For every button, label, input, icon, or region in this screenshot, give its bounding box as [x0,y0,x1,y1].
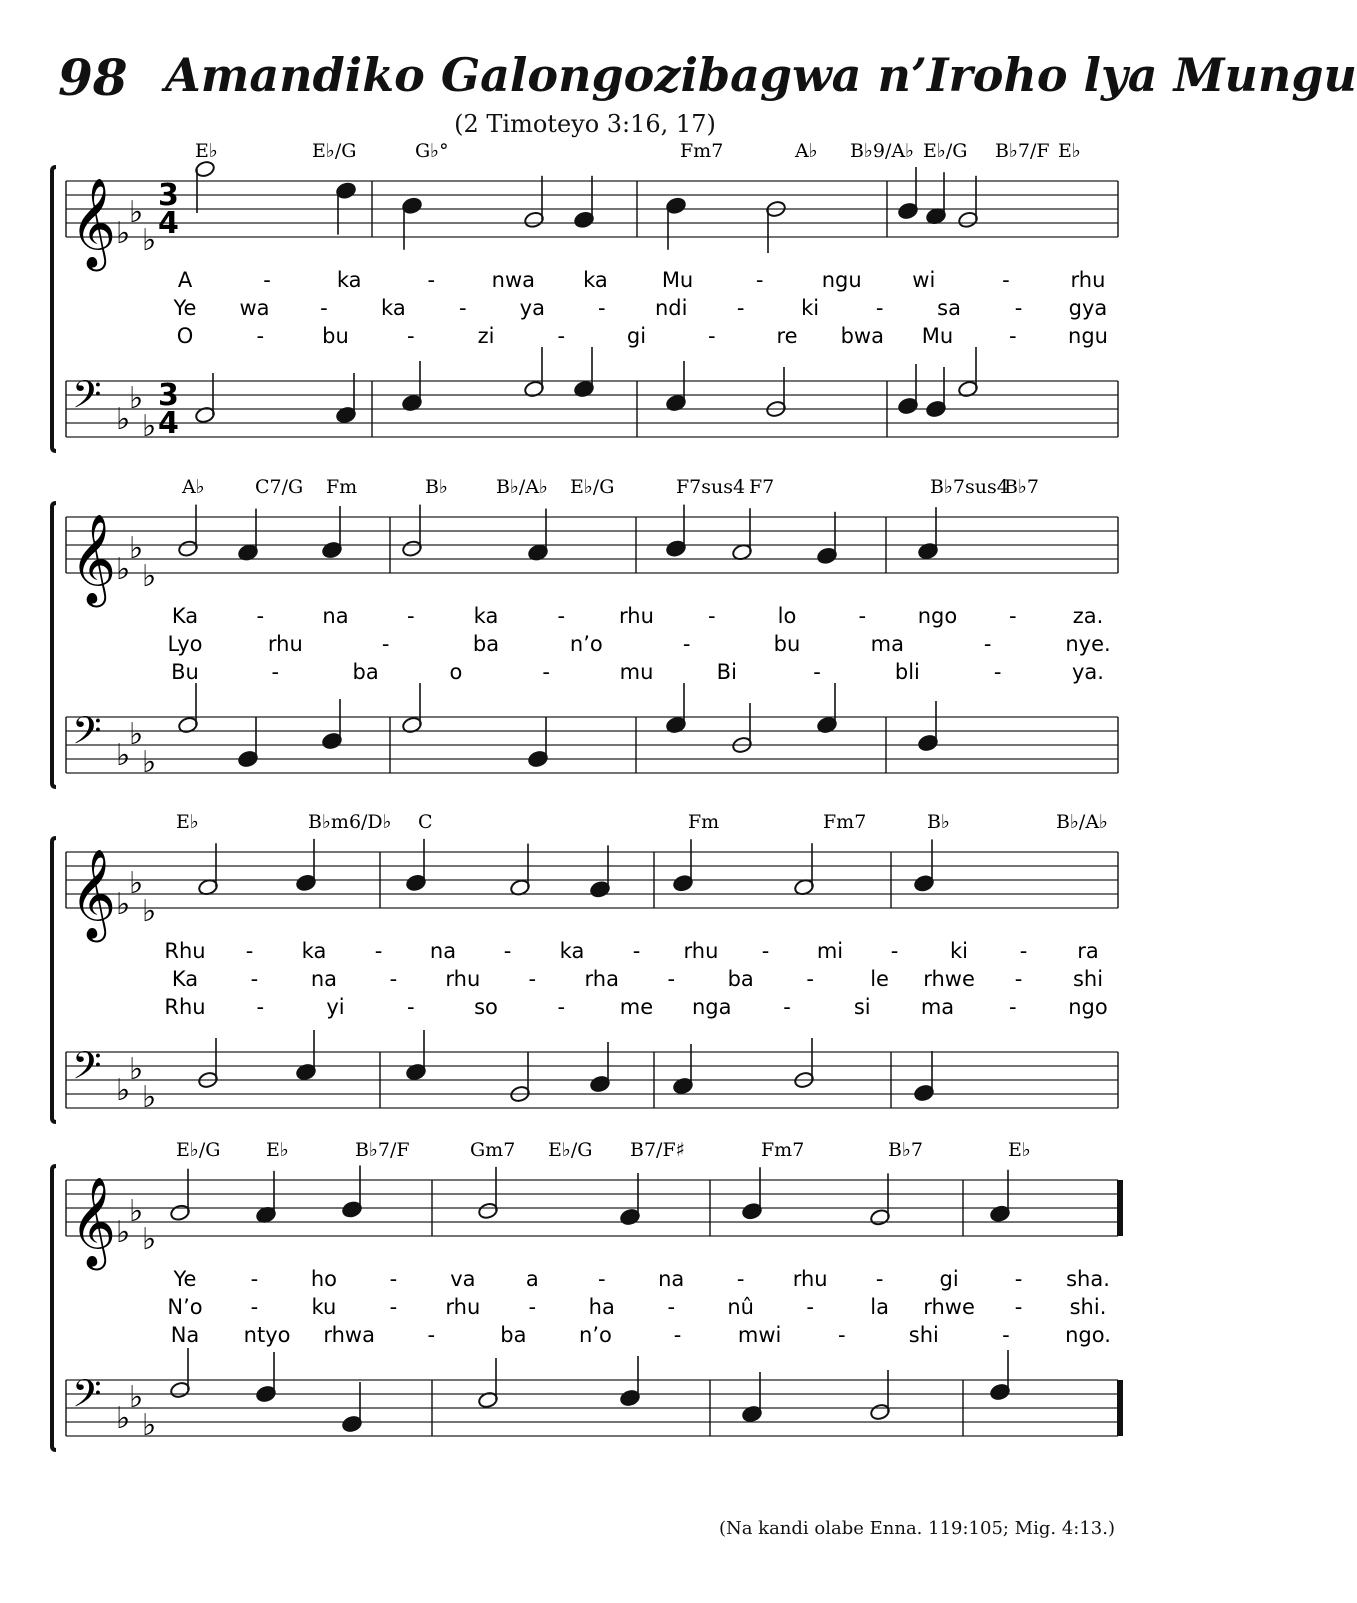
lyric-syllable: re [776,324,798,348]
time-signature-bottom: 4 [158,406,179,441]
lyric-hyphen: - [542,660,550,684]
lyric-syllable: ho [310,1267,338,1291]
lyric-syllable: shi [908,1323,939,1347]
key-flat-icon: ♭ [142,894,157,929]
lyric-syllable: wi [912,268,936,292]
lyric-hyphen: - [557,324,566,348]
lyric-syllable: mwi [737,1323,782,1347]
lyric-syllable: rhu [619,604,654,628]
lyric-syllable: ya [519,296,545,320]
lyric-syllable: N’o [167,1295,203,1319]
lyric-syllable: nû [727,1295,755,1319]
lyric-syllable: si [853,995,871,1019]
chord-symbol: E♭/G [923,140,968,162]
lyric-syllable: Bu [171,660,199,684]
key-flat-icon: ♭ [116,1401,131,1436]
chord-symbol: B♭/A♭ [1056,811,1109,833]
key-flat-icon: ♭ [116,552,131,587]
lyric-syllable: Lyo [167,632,203,656]
lyric-syllable: ka [336,268,362,292]
lyric-syllable: ya. [1072,660,1104,684]
lyric-syllable: gi [626,324,647,348]
chord-symbol: E♭ [195,140,218,162]
lyric-syllable: ngo. [1065,1323,1111,1347]
lyric-syllable: bwa [840,324,884,348]
lyric-syllable: bli [894,660,920,684]
final-barline [1117,1380,1123,1436]
lyric-hyphen: - [707,324,716,348]
bass-clef-icon: 𝄢 [72,708,102,762]
lyric-hyphen: - [320,296,328,320]
chord-symbol: B♭9/A♭ [850,140,915,162]
lyric-hyphen: - [707,604,716,628]
chord-symbol: E♭/G [312,140,357,162]
lyric-hyphen: - [245,939,254,963]
lyric-hyphen: - [875,1267,884,1291]
lyric-syllable: shi. [1069,1295,1107,1319]
lyric-syllable: zi [477,324,495,348]
lyric-syllable: rhu [792,1267,828,1291]
lyric-hyphen: - [1008,604,1017,628]
key-flat-icon: ♭ [142,559,157,594]
key-flat-icon: ♭ [116,1215,131,1250]
key-flat-icon: ♭ [142,409,157,444]
chord-symbol: Fm7 [680,140,724,162]
lyric-hyphen: - [597,1267,606,1291]
chord-symbol: F7 [749,476,775,498]
chord-symbol: Fm [688,811,720,833]
key-flat-icon: ♭ [116,216,131,251]
lyric-syllable: Ye [173,1267,197,1291]
lyric-hyphen: - [528,967,537,991]
lyric-hyphen: - [736,1267,745,1291]
chord-symbol: B♭7/F [355,1139,410,1161]
lyric-hyphen: - [983,632,992,656]
lyric-hyphen: - [875,296,884,320]
lyric-hyphen: - [406,995,415,1019]
lyric-hyphen: - [667,967,676,991]
lyric-syllable: gya [1068,296,1108,320]
lyric-syllable: va [450,1267,476,1291]
lyric-hyphen: - [389,967,398,991]
lyric-syllable: Mu [921,324,954,348]
treble-clef-icon: 𝄞 [70,514,117,604]
lyric-hyphen: - [406,604,415,628]
chord-symbol: C [418,811,433,833]
lyric-hyphen: - [1002,1323,1010,1347]
system-bracket [52,838,56,1122]
lyric-hyphen: - [755,268,764,292]
lyric-syllable: rhu [445,967,481,991]
lyric-syllable: Ka [171,604,199,628]
lyric-hyphen: - [557,995,566,1019]
system-bracket [52,1166,56,1450]
lyric-syllable: na [429,939,457,963]
key-flat-icon: ♭ [142,1080,157,1115]
chord-symbol: B♭ [927,811,950,833]
key-flat-icon: ♭ [142,745,157,780]
bass-clef-icon: 𝄢 [72,1043,102,1097]
lyric-syllable: me [619,995,654,1019]
key-flat-icon: ♭ [129,1194,144,1229]
lyric-syllable: so [474,995,498,1019]
key-flat-icon: ♭ [129,1380,144,1415]
chord-symbol: A♭ [182,476,205,498]
lyric-hyphen: - [381,632,390,656]
lyric-syllable: ki [801,296,820,320]
key-flat-icon: ♭ [142,1222,157,1257]
chord-symbol: B♭/A♭ [496,476,549,498]
lyric-syllable: ka [473,604,499,628]
key-flat-icon: ♭ [129,717,144,752]
chord-symbol: A♭ [795,140,818,162]
lyric-syllable: ba [472,632,500,656]
chord-symbol: E♭/G [176,1139,221,1161]
lyric-hyphen: - [427,268,436,292]
lyric-hyphen: - [632,939,641,963]
chord-symbol: Fm7 [823,811,867,833]
lyric-syllable: ka [301,939,327,963]
lyric-syllable: rhwe [923,967,975,991]
bass-clef-icon: 𝄢 [72,372,102,426]
lyric-hyphen: - [1014,296,1023,320]
lyric-syllable: nwa [491,268,536,292]
lyric-hyphen: - [1014,967,1023,991]
lyric-syllable: Mu [661,268,694,292]
lyric-syllable: ngo [1068,995,1108,1019]
lyric-hyphen: - [250,1295,259,1319]
lyric-syllable: ka [381,296,406,320]
lyric-syllable: sa [937,296,961,320]
lyric-syllable: Rhu [164,995,206,1019]
lyric-hyphen: - [1014,1267,1023,1291]
lyric-hyphen: - [837,1323,846,1347]
lyric-hyphen: - [503,939,512,963]
lyric-hyphen: - [557,604,566,628]
lyric-hyphen: - [667,1295,676,1319]
lyric-syllable: ki [950,939,968,963]
time-signature-top: 3 [158,178,179,213]
lyric-hyphen: - [682,632,691,656]
lyric-hyphen: - [1002,268,1010,292]
lyric-hyphen: - [250,967,259,991]
lyric-hyphen: - [528,1295,537,1319]
lyric-syllable: nye. [1065,632,1111,656]
lyric-syllable: Ye [173,296,197,320]
chord-symbol: E♭ [176,811,199,833]
footer-reference: (Na kandi olabe Enna. 119:105; Mig. 4:13.) [718,1518,1115,1539]
lyric-syllable: rhwe [923,1295,975,1319]
lyric-syllable: ma [920,995,955,1019]
chord-symbol: Gm7 [470,1139,516,1161]
lyric-hyphen: - [256,324,265,348]
hymn-title: Amandiko Galongozibagwa n’Iroho lya Mungu [165,48,1357,102]
lyric-syllable: ka [559,939,585,963]
lyric-syllable: Rhu [164,939,206,963]
lyric-hyphen: - [806,1295,814,1319]
lyric-syllable: la [870,1295,889,1319]
lyric-syllable: sha. [1066,1267,1110,1291]
chord-symbol: B♭m6/D♭ [308,811,392,833]
lyric-hyphen: - [256,604,265,628]
lyric-syllable: mu [619,660,654,684]
lyric-syllable: na [310,967,338,991]
lyric-syllable: ba [352,660,379,684]
chord-symbol: Fm7 [761,1139,805,1161]
lyric-hyphen: - [890,939,899,963]
lyric-syllable: rhu [267,632,303,656]
key-flat-icon: ♭ [142,1408,157,1443]
key-flat-icon: ♭ [116,738,131,773]
lyric-syllable: yi [326,995,345,1019]
lyric-hyphen: - [993,660,1002,684]
key-flat-icon: ♭ [129,1052,144,1087]
lyric-hyphen: - [597,296,606,320]
lyric-syllable: O [176,324,194,348]
lyric-hyphen: - [263,268,271,292]
key-flat-icon: ♭ [116,887,131,922]
lyric-syllable: ra [1077,939,1099,963]
lyric-syllable: ba [500,1323,527,1347]
system-bracket [52,167,56,451]
lyric-hyphen: - [783,995,791,1019]
key-flat-icon: ♭ [116,402,131,437]
treble-clef-icon: 𝄞 [70,849,117,939]
treble-clef-icon: 𝄞 [70,1177,117,1267]
chord-symbol: B7/F♯ [630,1139,685,1161]
lyric-syllable: shi [1072,967,1104,991]
lyric-hyphen: - [1008,324,1017,348]
hymn-number: 98 [58,48,128,107]
lyric-syllable: bu [773,632,801,656]
lyric-hyphen: - [427,1323,436,1347]
lyric-hyphen: - [736,296,745,320]
lyric-syllable: rhu [445,1295,481,1319]
time-signature-bottom: 4 [158,206,179,241]
lyric-hyphen: - [389,1267,398,1291]
lyric-hyphen: - [406,324,415,348]
system-bracket [52,503,56,787]
final-barline [1117,1180,1123,1236]
time-signature-top: 3 [158,378,179,413]
lyric-syllable: nga [691,995,732,1019]
chord-symbol: F7sus4 [676,476,746,498]
lyric-syllable: A [177,268,193,292]
lyric-syllable: na [322,604,349,628]
lyric-hyphen: - [858,604,867,628]
chord-symbol: E♭ [1008,1139,1031,1161]
bass-clef-icon: 𝄢 [72,1371,102,1425]
lyric-syllable: ngu [1068,324,1108,348]
chord-symbol: C7/G [255,476,304,498]
lyric-syllable: ha [588,1295,615,1319]
lyric-syllable: rhu [683,939,719,963]
lyric-syllable: n’o [569,632,603,656]
treble-clef-icon: 𝄞 [70,178,117,268]
lyric-syllable: ma [870,632,904,656]
lyric-syllable: ngu [821,268,862,292]
chord-symbol: E♭ [1058,140,1081,162]
key-flat-icon: ♭ [129,381,144,416]
lyric-syllable: na [658,1267,685,1291]
lyric-syllable: lo [777,604,797,628]
lyric-syllable: rhwa [323,1323,375,1347]
lyric-syllable: wa [239,296,270,320]
lyric-syllable: Ka [171,967,199,991]
key-flat-icon: ♭ [129,195,144,230]
lyric-syllable: ndi [654,296,688,320]
lyric-syllable: le [870,967,889,991]
lyric-hyphen: - [673,1323,682,1347]
lyric-syllable: bu [322,324,349,348]
lyric-hyphen: - [1008,995,1017,1019]
chord-symbol: B♭ [425,476,448,498]
lyric-hyphen: - [761,939,770,963]
chord-symbol: E♭/G [548,1139,593,1161]
scripture-reference: (2 Timoteyo 3:16, 17) [454,110,716,138]
lyric-hyphen: - [806,967,814,991]
lyric-syllable: ntyo [243,1323,291,1347]
lyric-syllable: ku [311,1295,337,1319]
lyric-syllable: a [525,1267,539,1291]
lyric-syllable: ngo [917,604,958,628]
lyric-syllable: ka [583,268,608,292]
lyric-syllable: ba [727,967,754,991]
lyric-syllable: Bi [716,660,737,684]
lyric-syllable: gi [939,1267,959,1291]
lyric-hyphen: - [459,296,467,320]
key-flat-icon: ♭ [142,223,157,258]
key-flat-icon: ♭ [116,1073,131,1108]
chord-symbol: E♭ [266,1139,289,1161]
lyric-hyphen: - [389,1295,398,1319]
chord-symbol: B♭7 [888,1139,924,1161]
chord-symbol: G♭° [415,140,449,162]
chord-symbol: Fm [326,476,358,498]
lyric-syllable: rhu [1070,268,1106,292]
lyric-syllable: Na [170,1323,200,1347]
lyric-syllable: mi [816,939,844,963]
lyric-syllable: za. [1072,604,1104,628]
lyric-syllable: rha [584,967,619,991]
key-flat-icon: ♭ [129,531,144,566]
lyric-hyphen: - [374,939,383,963]
lyric-syllable: n’o [579,1323,612,1347]
chord-symbol: B♭7/F [995,140,1050,162]
chord-symbol: B♭7sus4 [930,476,1009,498]
lyric-hyphen: - [271,660,280,684]
lyric-syllable: o [449,660,463,684]
lyric-hyphen: - [250,1267,259,1291]
lyric-hyphen: - [1014,1295,1023,1319]
chord-symbol: B♭7 [1004,476,1040,498]
lyric-hyphen: - [256,995,265,1019]
lyric-hyphen: - [813,660,821,684]
lyric-hyphen: - [1019,939,1028,963]
key-flat-icon: ♭ [129,866,144,901]
chord-symbol: E♭/G [570,476,615,498]
